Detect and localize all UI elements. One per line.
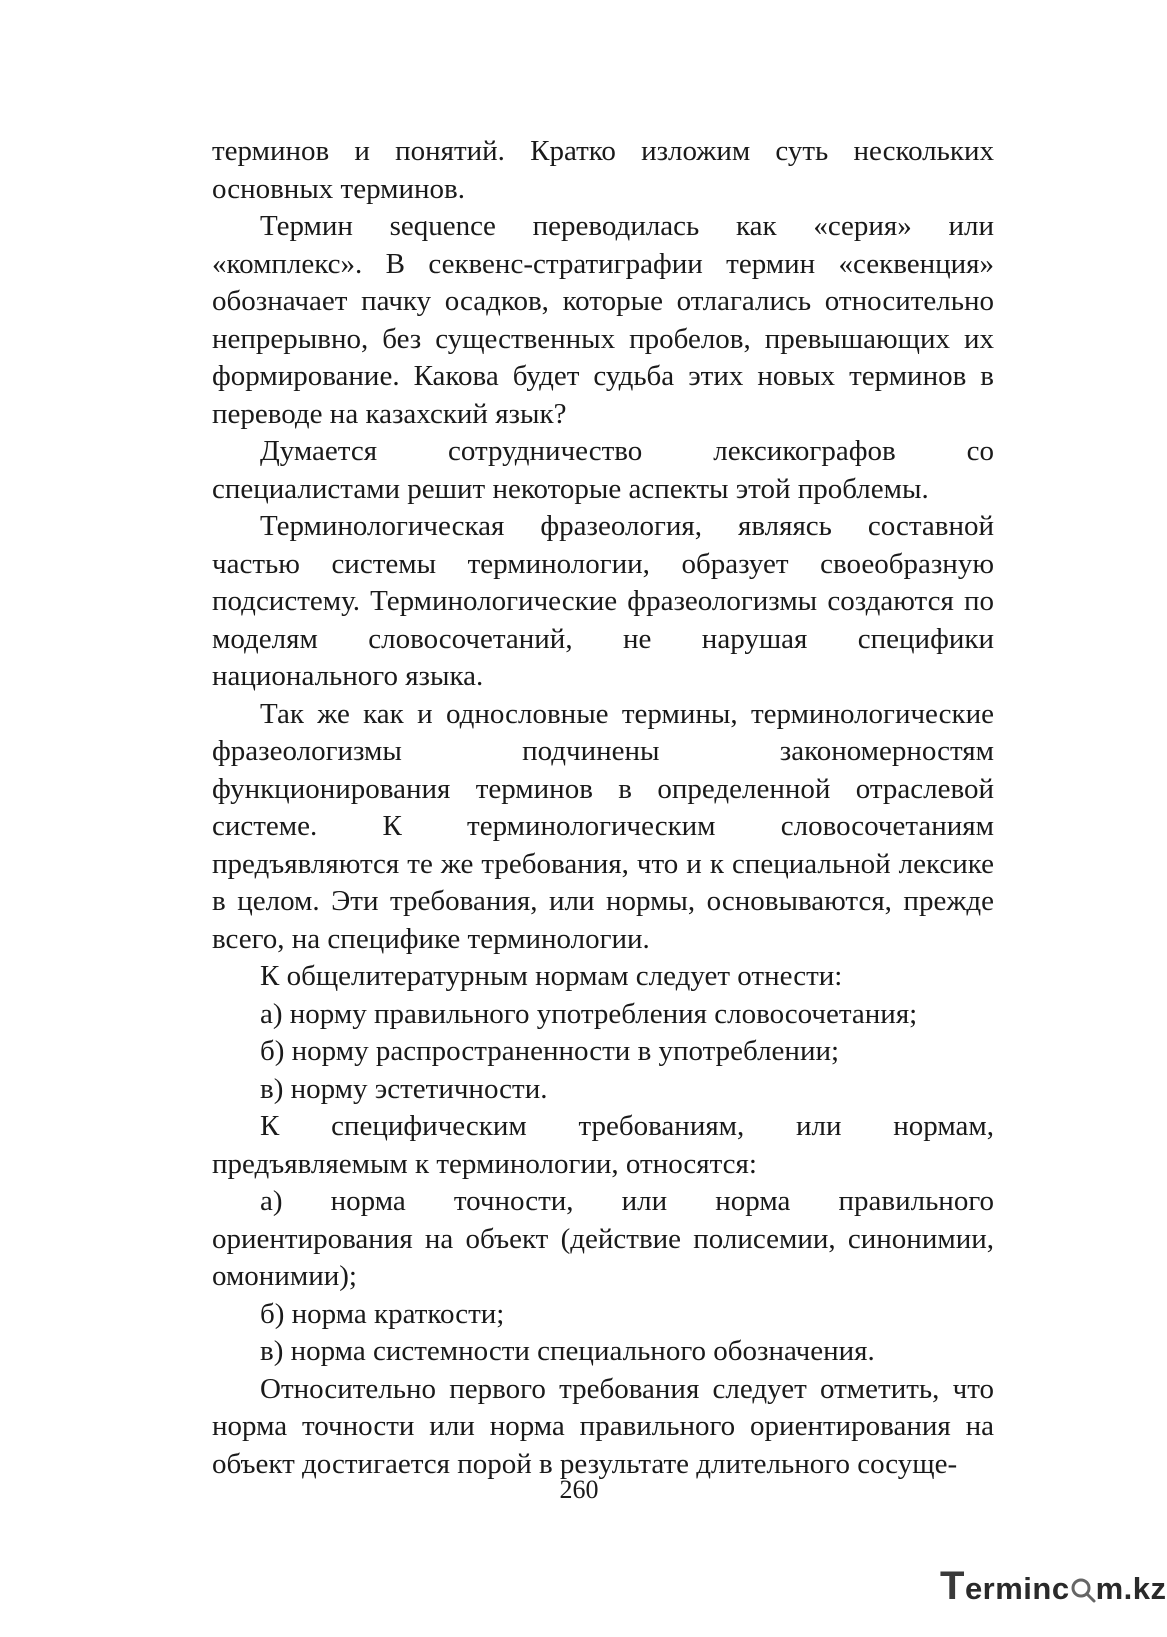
watermark-initial: T (940, 1564, 965, 1608)
paragraph: Думается сотрудничество лексикографов со специалистами решит некоторые аспекты этой проблемы. (212, 435, 994, 505)
paragraph: Так же как и однословные термины, терминологические фразеологизмы подчинены закономерностям функционирования терминов в определенной отраслевой системе. К терминологическим словосочетаниям предъявляются те же требования, что и к специальной лексике в целом. Эти требования, или нормы, основываются, прежде всего, на специфике терминологии. (212, 697, 994, 955)
paragraph: К общелитературным нормам следует отнести: (260, 960, 843, 992)
watermark-end: m.kz (1095, 1571, 1167, 1606)
list-item: б) норму распространенности в употреблении; (260, 1035, 840, 1067)
list-item: в) норма системности специального обозначения. (260, 1335, 875, 1367)
list-item: в) норму эстетичности. (260, 1072, 548, 1105)
list-item: а) норма точности, или норма правильного ориентирования на объект (действие полисемии, синонимии, омонимии); (212, 1185, 994, 1292)
list-item: а) норму правильного употребления словосочетания; (260, 997, 918, 1030)
paragraph: К специфическим требованиям, или нормам, предъявляемым к терминологии, относятся: (212, 1110, 994, 1180)
watermark-mid: erminc (964, 1571, 1070, 1606)
magnifier-o-icon (1070, 1577, 1096, 1603)
paragraph: Терминологическая фразеология, являясь составной частью системы терминологии, образует своеобразную подсистему. Терминологические фразеологизмы создаются по моделям словосочетаний, не нарушая специфики национального языка. (212, 510, 994, 692)
paragraph: терминов и понятий. Кратко изложим суть нескольких основных терминов. (212, 135, 994, 205)
paragraph: Термин sequence переводилась как «серия» или «комплекс». В секвенс-стратиграфии термин «секвенция» обозначает пачку осадков, которые отлагались относительно непрерывно, без существенных пробелов, превышающих их формирование. Какова будет судьба этих новых терминов в переводе на казахский язык? (212, 210, 994, 430)
page-number: 260 (559, 1475, 599, 1504)
body-text (212, 133, 994, 1483)
list-item: б) норма краткости; (260, 1297, 505, 1330)
watermark-logo (940, 1560, 1167, 1612)
paragraph: Относительно первого требования следует отметить, что норма точности или норма правильного ориентирования на объект достигается порой в результате длительного сосуще- (212, 1372, 994, 1480)
